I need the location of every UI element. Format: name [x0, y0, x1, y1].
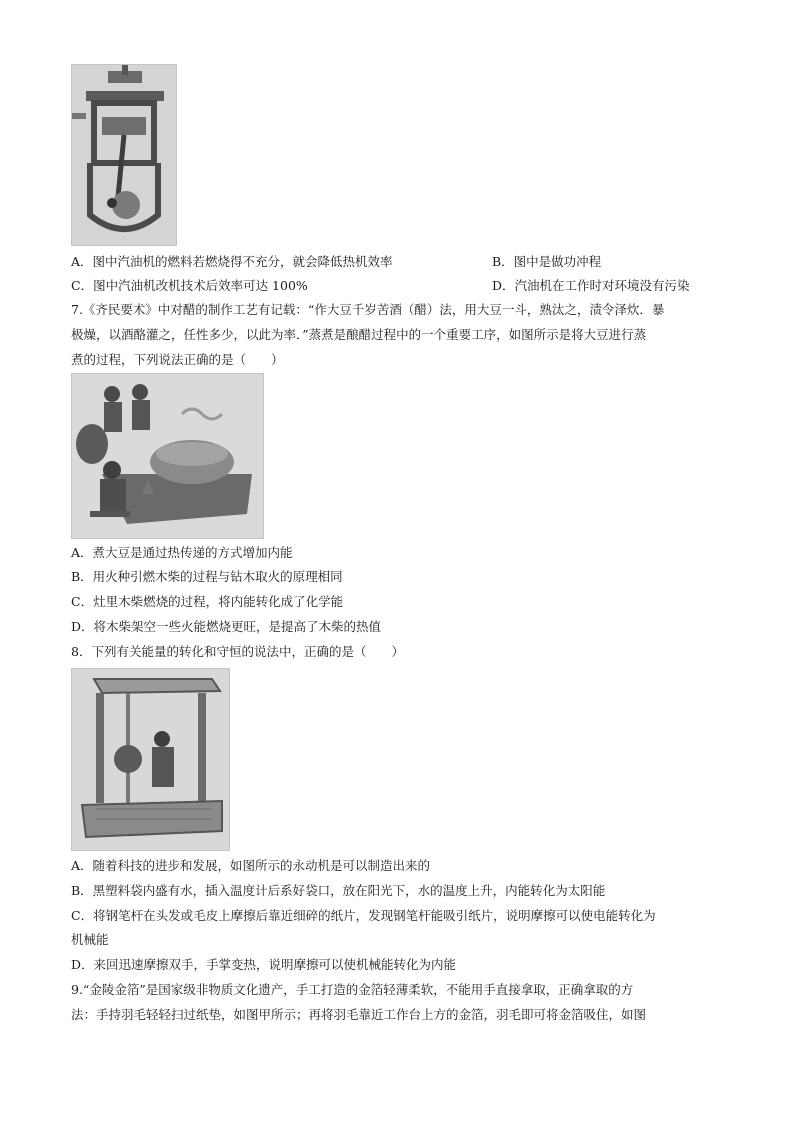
- q7-stem-line1: 7.《齐民要术》中对醋的制作工艺有记载：“作大豆千岁苦酒（醋）法，用大豆一斗，熟汰之，渍令泽炊．暴: [71, 302, 665, 317]
- q9-stem-line1: 9.“金陵金箔”是国家级非物质文化遗产，手工打造的金箔轻薄柔软，不能用手直接拿取，正确拿取的方: [71, 982, 634, 997]
- q7-option-c: C．灶里木柴燃烧的过程，将内能转化成了化学能: [71, 594, 344, 609]
- q9-stem-line2: 法：手持羽毛轻轻扫过纸垫，如图甲所示；再将羽毛靠近工作台上方的金箔，羽毛即可将金箔吸住，如图: [71, 1007, 647, 1022]
- q7-option-b: B．用火种引燃木柴的过程与钻木取火的原理相同: [71, 569, 343, 584]
- perpetual-motion-figure: [71, 668, 230, 851]
- q8-option-d: D．来回迅速摩擦双手，手掌变热，说明摩擦可以使机械能转化为内能: [71, 957, 457, 972]
- q6-option-b: B．图中是做功冲程: [492, 254, 602, 269]
- q7-option-a: A．煮大豆是通过热传递的方式增加内能: [71, 545, 293, 560]
- q8-option-a: A．随着科技的进步和发展，如图所示的永动机是可以制造出来的: [71, 858, 431, 873]
- q6-option-d: D．汽油机在工作时对环境没有污染: [492, 278, 690, 293]
- q8-option-c-line1: C．将钢笔杆在头发或毛皮上摩擦后靠近细碎的纸片，发现钢笔杆能吸引纸片，说明摩擦可以使电能转化为: [71, 908, 656, 923]
- q8-option-c-line2: 机械能: [71, 932, 109, 947]
- q8-option-b: B．黑塑料袋内盛有水，插入温度计后系好袋口，放在阳光下，水的温度上升，内能转化为太阳能: [71, 883, 606, 898]
- steaming-soybeans-figure: [71, 373, 264, 539]
- q6-option-a: A．图中汽油机的燃料若燃烧得不充分，就会降低热机效率: [71, 254, 393, 269]
- engine-figure: [71, 64, 177, 246]
- q8-stem: 8．下列有关能量的转化和守恒的说法中，正确的是（ ）: [71, 644, 404, 659]
- q7-option-d: D．将木柴架空一些火能燃烧更旺，是提高了木柴的热值: [71, 619, 382, 634]
- q7-stem-line2: 极燥，以酒酪灌之，任性多少，以此为率．”蒸煮是酿醋过程中的一个重要工序，如图所示是将大豆进行蒸: [71, 327, 647, 342]
- q6-option-c: C．图中汽油机改机技术后效率可达 100%: [71, 278, 308, 293]
- q7-stem-line3: 煮的过程，下列说法正确的是（ ）: [71, 352, 284, 367]
